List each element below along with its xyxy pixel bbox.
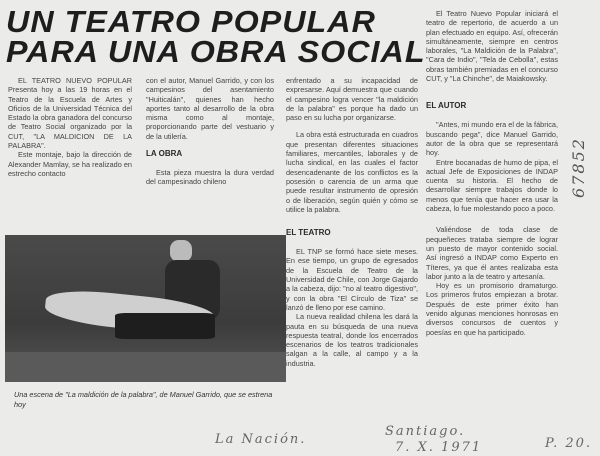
paragraph: Hoy es un promisorio dramaturgo. Los primeros frutos empiezan a brotar. Después de este primer éxito han venido algunas menciones honrosas en diversos concursos de cuentos y poesías en que ha participado. [426, 281, 558, 337]
handwritten-page: P. 20. [545, 436, 593, 451]
section-heading-el-autor: EL AUTOR [426, 101, 467, 111]
lying-actor-legs [115, 313, 215, 339]
paragraph: EL TEATRO NUEVO POPULAR Presenta hoy a las 19 horas en el Teatro de la Escuela de Artes y Oficios de la Universidad Técnica del Estado la obra ganadora del concurso de Teatro Social organizado por la CUT, "LA MALDICION DE LA PALABRA". [8, 76, 132, 151]
paragraph: "Antes, mi mundo era el de la fábrica, buscando pega", dice Manuel Garrido, autor de la obra que se representará hoy. [426, 120, 558, 158]
column-4 [426, 9, 558, 337]
handwritten-place: Santiago. [385, 424, 466, 439]
headline-line-2: PARA UNA OBRA SOCIAL [6, 34, 426, 69]
paragraph: enfrentado a su incapacidad de expresarse. Aquí demuestra que cuando el campesino logra vencer "la maldición de la palabra" es porque ha dado un paso en su lucha por organizarse. [286, 76, 418, 123]
paragraph: Esta pieza muestra la dura verdad del campesinado chileno [146, 168, 274, 187]
handwritten-source: La Nación. [215, 432, 307, 447]
column-1 [8, 76, 132, 178]
handwritten-date: 7. X. 1971 [395, 440, 483, 455]
photo-caption: Una escena de "La maldición de la palabra", de Manuel Garrido, que se estrena hoy [14, 390, 273, 409]
paragraph: Valiéndose de toda clase de pequeñeces trataba siempre de lograr un puesto de mayor contenido social. Así ingresó a INDAP como Experto en Títeres, ya que él antes realizaba esta labor junto a la de teatro y artesanía. [426, 225, 558, 281]
section-heading-la-obra: LA OBRA [146, 149, 183, 159]
headline-line-1: UN TEATRO POPULAR [6, 4, 376, 39]
paragraph: El Teatro Nuevo Popular iniciará el teatro de repertorio, de acuerdo a un plan efectuado en equipo. Así, ofrecerán simultáneamente, siempre en centros laborales, "La Maldición de la Palabra", "Cara de Indio", "Tela de Cebolla", estas obras también premiadas en el concurso CUT, y "La Chinche", de Maiakowsky. [426, 9, 558, 84]
paragraph: con el autor, Manuel Garrido, y con los campesinos del asentamiento "Huiticalán", quienes han hecho aportes tanto al desarrollo de la obra misma como al montaje, proporcionando parte del vestuario y de la utilería. [146, 76, 274, 141]
paragraph: Este montaje, bajo la dirección de Alexander Mamlay, se ha realizado en estrecho contacto [8, 150, 132, 178]
scene-photo [5, 235, 286, 382]
stage-floor [5, 352, 286, 382]
column-3 [286, 76, 418, 368]
handwritten-catalog-number: 67852 [568, 137, 588, 198]
paragraph: EL TNP se formó hace siete meses. En ese tiempo, un grupo de egresados de la Escuela de Teatro de la Universidad de Chile, con Jorge Gajardo a la cabeza, dijo: "no al teatro digestivo", y con la obra "El Círculo de Tiza" se lanzó de lleno por ese camino. [286, 247, 418, 312]
column-2 [146, 76, 274, 187]
paragraph: La nueva realidad chilena les dará la pauta en su búsqueda de una nueva respuesta teatral, donde los encerrados escenarios de los teatros tradicionales salgan a la calle, al campo y a la industria. [286, 312, 418, 368]
paragraph: Entre bocanadas de humo de pipa, el actual Jefe de Exposiciones de INDAP cuenta su historia. El hecho de desarrollar siempre trabajos donde lo menos que tenía que hacer era usar la cabeza, lo fue molestando poco a poco. [426, 157, 558, 214]
paragraph: La obra está estructurada en cuadros que presentan diferentes situaciones familiares, mercantiles, laborales y de lucha sindical, en las cuales el factor desencadenante de los conflictos es la posesión o carencia de un arma que puede resultar instrumento de opresión o de liberación, según quién y cómo se utilice la palabra. [286, 130, 418, 214]
section-heading-el-teatro: EL TEATRO [286, 228, 331, 238]
actor-head [170, 240, 192, 262]
